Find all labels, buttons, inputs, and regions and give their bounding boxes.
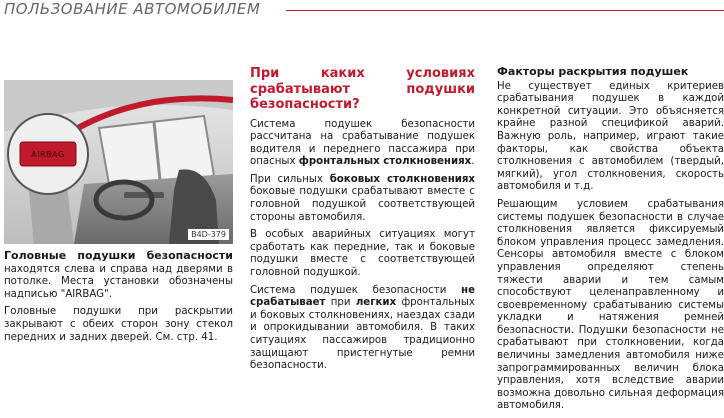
photo-code: B4D-379 (188, 229, 229, 240)
frontal-paragraph (250, 119, 475, 169)
special-paragraph: В особых аварийных ситуациях могут сработать как передние, так и боковые подушки вместе с соответствующей головной подушкой. (250, 229, 475, 279)
column-middle (250, 66, 475, 378)
column-right (497, 66, 724, 418)
no-deploy-bold: не срабатывает (250, 284, 475, 309)
header-title: ПОЛЬЗОВАНИЕ АВТОМОБИЛЕМ (4, 0, 261, 18)
side-start: При сильных (250, 173, 323, 185)
head-airbags-deploy-paragraph: Головные подушки при раскрытии закрывают с обеих сторон зону стекол передних и задних дверей. См. стр. 41. (4, 306, 233, 343)
frontal-bold: фронтальных столкновениях (298, 156, 472, 168)
deceleration-paragraph: Решающим условием срабатывания системы подушек безопасности в случае столкновения является фиксируемый блоком управления процесс замедления. Сенсоры автомобиля вместе с блоком управления определяют степень тяжести аварии и тем самым способствуют целенаправленному и своевременному срабатыванию системы укладки и натяжения ремней безопасности. Подушки безопасности не срабатывают при столкновении, когда величины замедления автомобиля ниже запрограммированных величин блока управления, хотя вследствие аварии возможна довольно сильная деформация автомобиля. (497, 198, 724, 412)
side-bold: боковых столкновениях (329, 173, 475, 185)
page-header (0, 0, 724, 22)
side-rest: боковые подушки срабатывают вместе с головной подушкой соответствующей стороны автомобиля. (250, 186, 475, 223)
head-airbags-intro: находятся слева и справа над дверями в потолке. Места установки обозначены надписью "AIRBAG". (4, 263, 233, 300)
no-deploy-paragraph (250, 285, 475, 373)
airbag-badge-text: AIRBAG (31, 149, 65, 159)
frontal-text: Система подушек безопасности рассчитана на срабатывание подушек водителя и переднего пассажира при опасных (250, 118, 475, 168)
head-airbags-lead: Головные подушки безопасности (4, 249, 233, 262)
airbag-photo (4, 80, 233, 244)
no-deploy-rest: фронтальных и боковых столкновениях, наездах сзади и опрокидывании автомобиля. В таких ситуациях пассажиров традиционно защищают пристегнутые ремни безопасности. (250, 297, 475, 372)
header-rule (286, 10, 724, 11)
head-airbags-paragraph (4, 250, 233, 301)
factors-paragraph: Не существует единых критериев срабатывания подушек в каждой конкретной ситуации. Это объясняется крайне разной спецификой аварий. Важную роль, например, играют такие факторы, как свойства объекта столкновения с автомобилем (твердый, мягкий), угол столкновения, скорость автомобиля и т.д. (497, 80, 724, 193)
column-left (4, 250, 233, 349)
light-bold: легких (355, 297, 397, 309)
no-deploy-mid: при (330, 297, 351, 309)
side-paragraph (250, 174, 475, 224)
section-title-factors: Факторы раскрытия подушек (497, 66, 689, 78)
no-deploy-start: Система подушек безопасности (250, 284, 447, 296)
section-title-conditions: При каких условиях срабатывают подушки безопасности? (250, 66, 475, 112)
frontal-end: . (471, 156, 475, 168)
